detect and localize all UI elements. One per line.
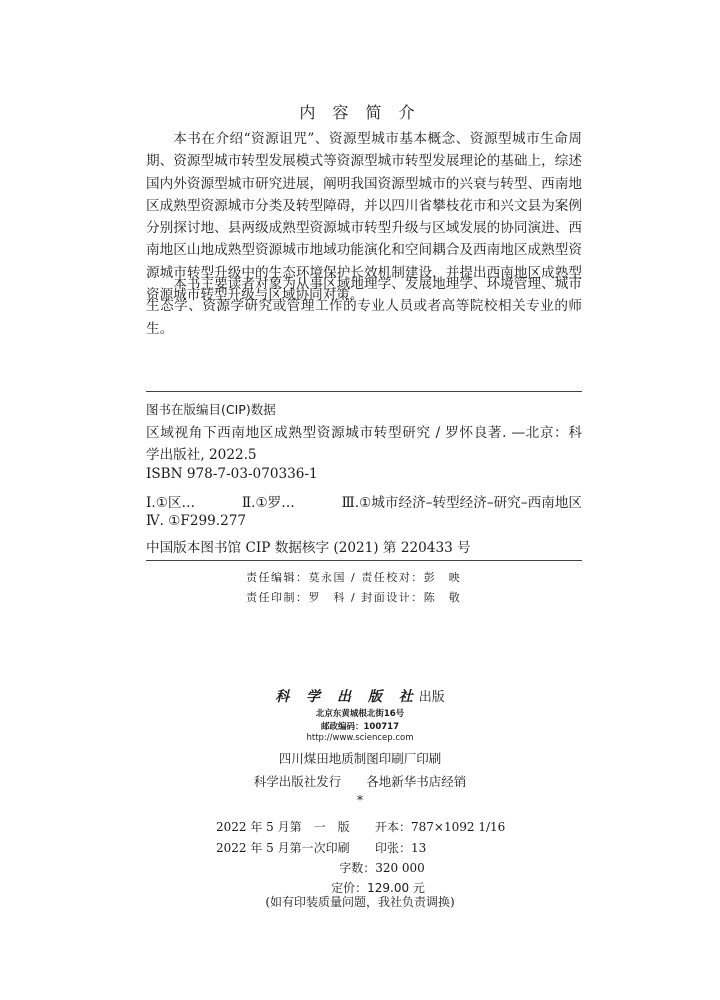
publisher-name: 科 学 出 版 社 xyxy=(275,689,419,705)
summary-paragraph-1: 本书在介绍“资源诅咒”、资源型城市基本概念、资源型城市生命周期、资源型城市转型发展模式等资源型城市转型发展理论的基础上，综述国内外资源型城市研究进展，阐明我国资源型城市的兴衰与转型、西南地区成熟型资源城市分类及转型障碍，并以四川省攀枝花市和兴文县为案例分别探讨地、县两级成熟型资源城市转型升级与区域发展的协同演进、西南地区山地成熟型资源城市地域功能演化和空间耦合及西南地区成熟型资源城市转型升级中的生态环境保护长效机制建设，并提出西南地区成熟型资源城市转型升级与区域协同对策。 xyxy=(146,131,582,304)
publisher-suffix: 出版 xyxy=(418,690,445,705)
word-count: 字数：320 000 xyxy=(339,861,425,875)
cip-verify-number: 中国版本图书馆 CIP 数据核字 (2021) 第 220433 号 xyxy=(146,540,471,556)
print-sheets: 印张：13 xyxy=(375,841,427,855)
separator-star: * xyxy=(357,793,363,807)
staff-production: 责任印制：罗 科 / 封面设计：陈 敬 xyxy=(246,591,462,604)
publisher-postcode: 邮政编码：100717 xyxy=(321,722,399,732)
cip-classification xyxy=(146,491,582,511)
printing-row xyxy=(216,839,427,856)
book-format: 开本：787×1092 1/16 xyxy=(375,820,506,834)
cip-class-a: Ⅰ.①区… xyxy=(146,495,196,511)
cip-publisher-line: 学出版社, 2022.5 xyxy=(146,447,257,463)
cip-top-divider xyxy=(146,391,582,392)
quality-note: (如有印装质量问题，我社负责调换) xyxy=(265,895,455,909)
distribution: 科学出版社发行 各地新华书店经销 xyxy=(253,774,467,789)
publisher-url: http://www.sciencep.com xyxy=(306,733,414,743)
staff-editors: 责任编辑：莫永国 / 责任校对：彭 映 xyxy=(246,571,462,584)
cip-bottom-divider xyxy=(146,560,582,561)
cip-class-d: Ⅳ. ①F299.277 xyxy=(146,513,247,529)
summary-paragraph-2: 本书主要读者对象为从事区域地理学、发展地理学、环境管理、城市生态学、资源学研究或管理工作的专业人员或者高等院校相关专业的师生。 xyxy=(146,276,582,337)
cip-class-c: Ⅲ.①城市经济–转型经济–研究–西南地区 xyxy=(341,495,582,511)
print-line: 2022 年 5 月第一次印刷 xyxy=(216,841,350,855)
edition-line: 2022 年 5 月第 一 版 xyxy=(216,820,350,834)
price: 定价：129.00 元 xyxy=(331,881,425,895)
printer: 四川煤田地质制图印刷厂印刷 xyxy=(278,751,442,766)
cip-heading: 图书在版编目(CIP)数据 xyxy=(146,402,276,417)
cip-title-line: 区域视角下西南地区成熟型资源城市转型研究 / 罗怀良著. —北京：科 xyxy=(146,425,582,441)
edition-row xyxy=(216,818,506,835)
cip-class-b: Ⅱ.①罗… xyxy=(241,495,295,511)
summary-title: 内 容 简 介 xyxy=(299,103,421,122)
cip-isbn: ISBN 978-7-03-070336-1 xyxy=(146,466,318,482)
publisher-address: 北京东黄城根北街16号 xyxy=(315,709,405,719)
publisher-line xyxy=(0,686,720,706)
